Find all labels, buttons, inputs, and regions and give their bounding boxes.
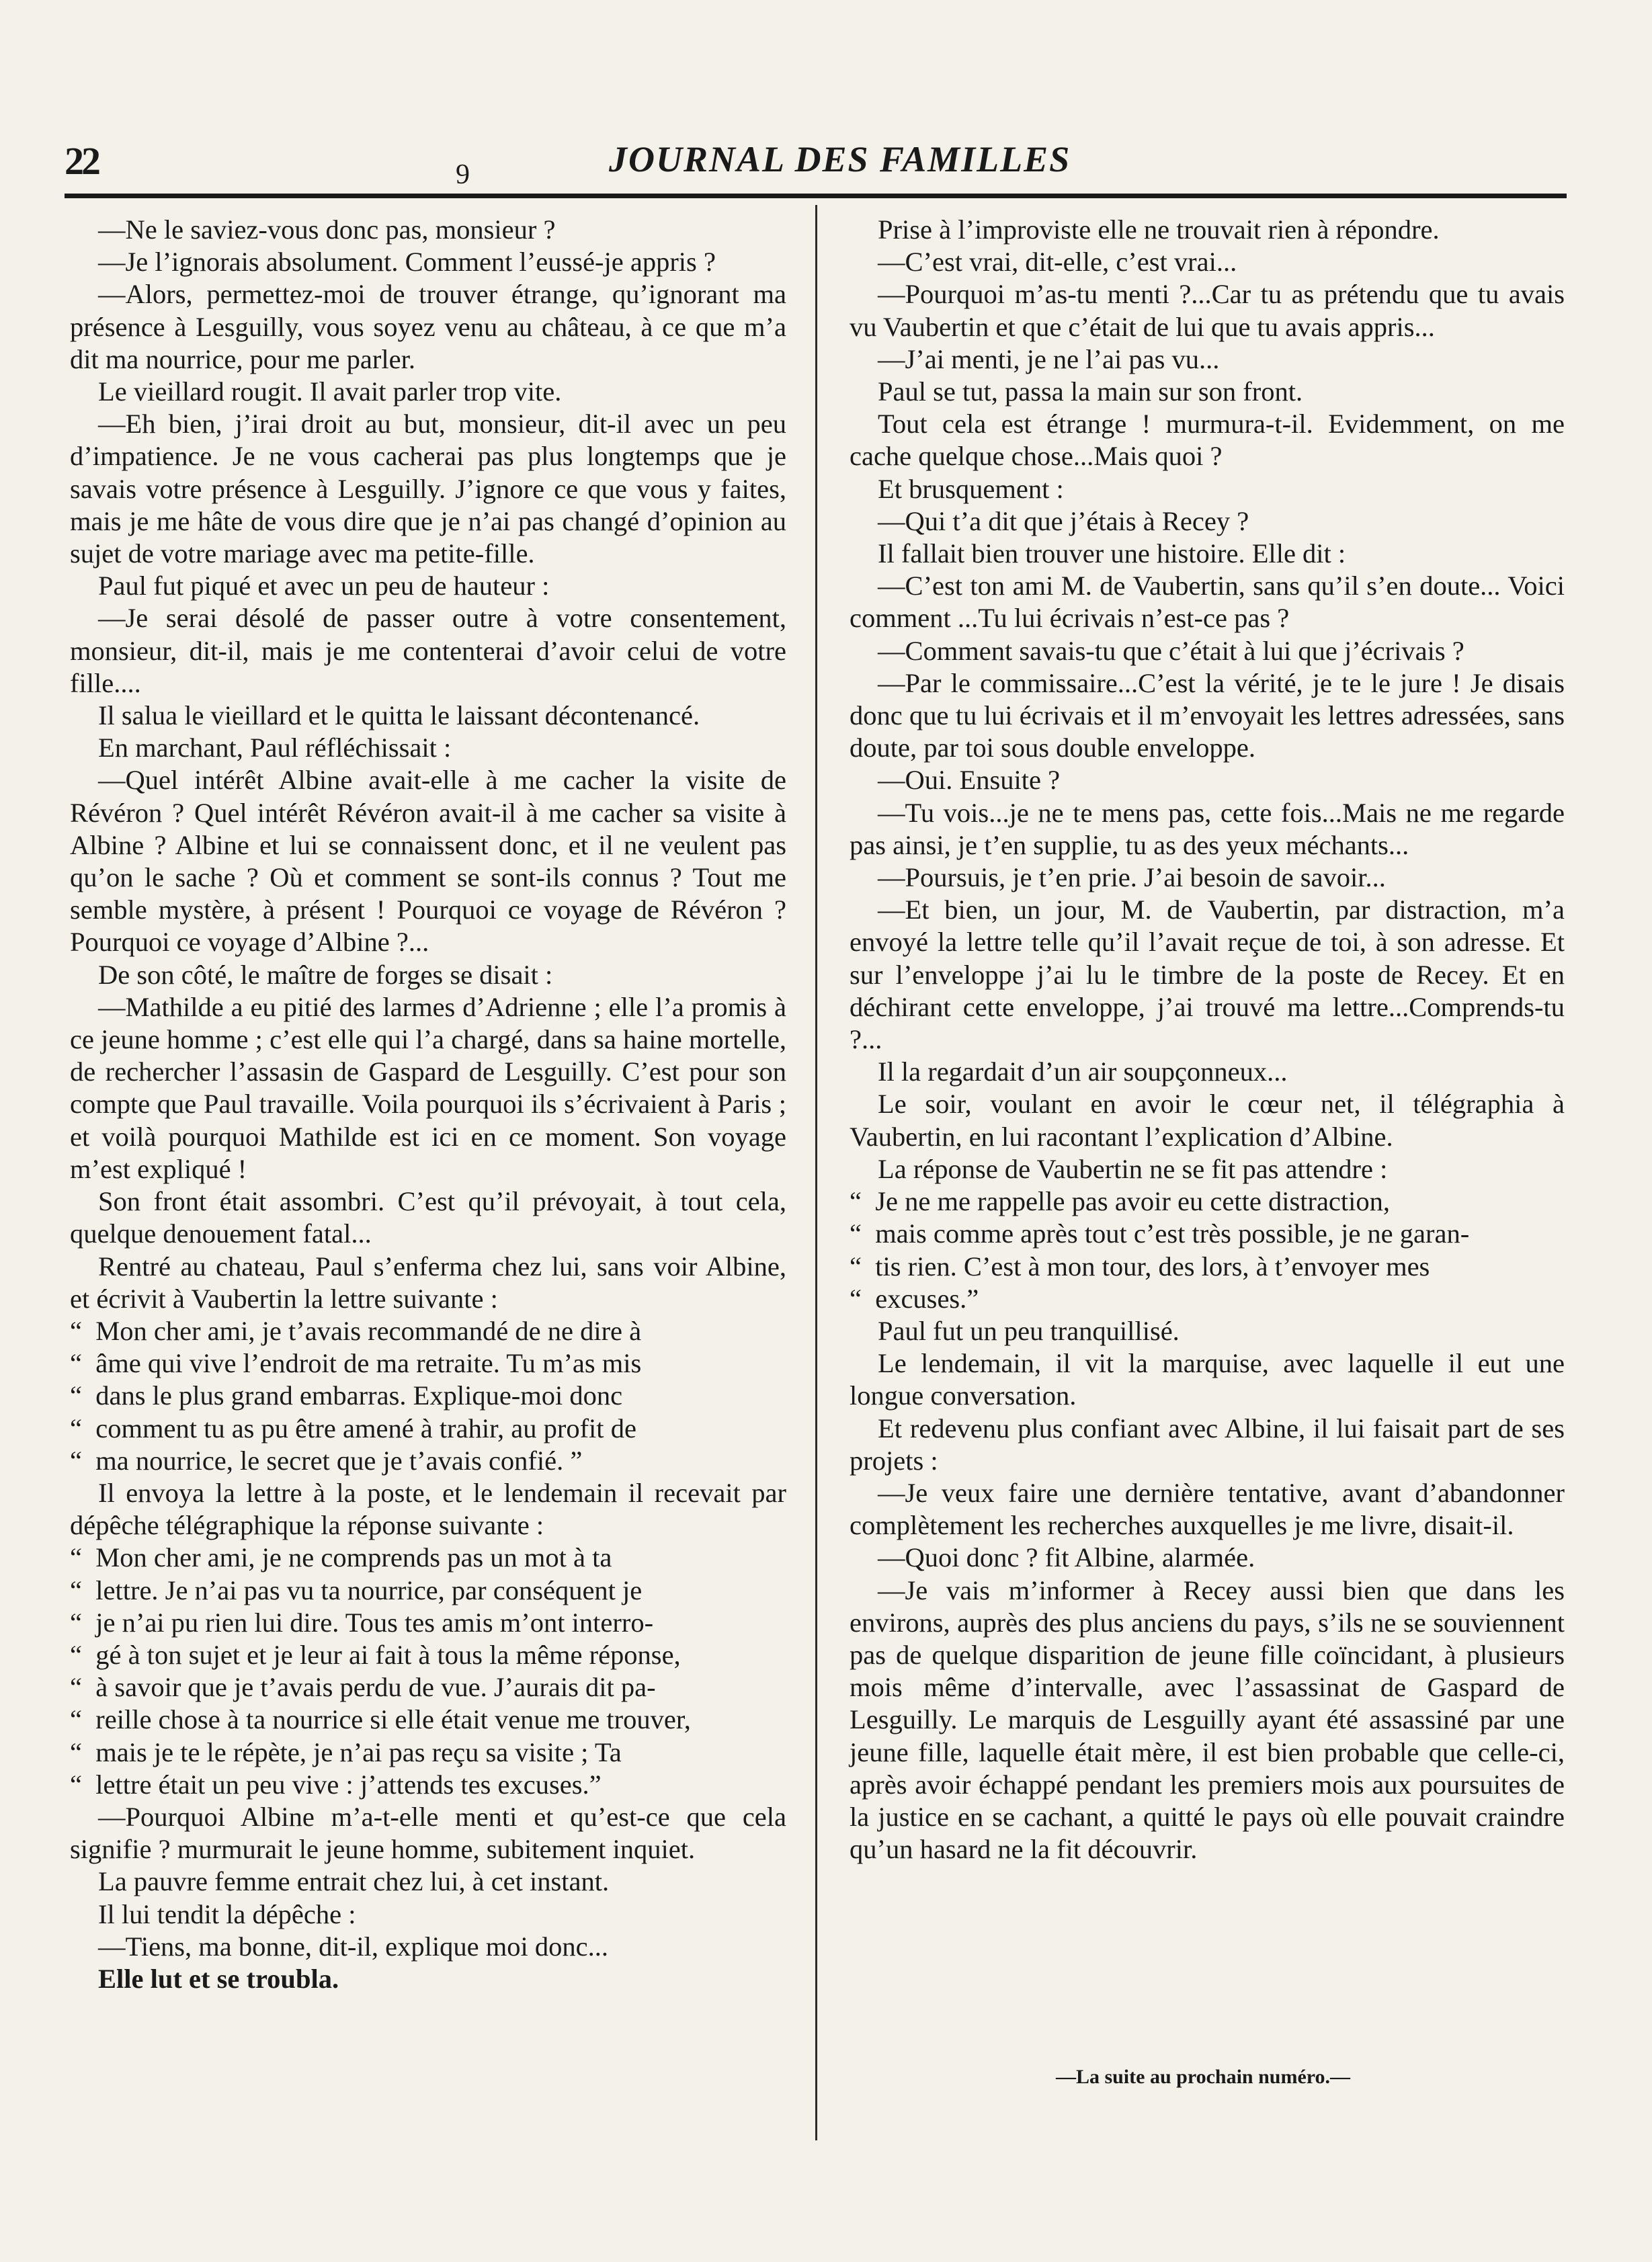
paragraph: —Quoi donc ? fit Albine, alarmée. xyxy=(878,1542,1255,1573)
quote-line: “ lettre. Je n’ai pas vu ta nourrice, par conséquent je xyxy=(70,1575,786,1607)
paragraph: —Je vais m’informer à Recey aussi bien que dans les environs, auprès des plus anciens du pays, s’ils ne se souviennent pas de quelque disparition de jeune fille coïncidant, à plusieurs mois même d’intervalle, avec l’assassinat de Gaspard de Lesguilly. Le marquis de Lesguilly ayant été assassiné par une jeune fille, laquelle était mère, il est bien probable que celle-ci, après avoir échappé pendant les premiers mois aux poursuites de la justice en se cachant, a quitté le pays où elle pouvait craindre qu’un hasard ne la fit découvrir. xyxy=(850,1575,1565,1865)
paragraph: —Alors, permettez-moi de trouver étrange, qu’ignorant ma présence à Lesguilly, vous soyez venu au château, à ce que m’a dit ma nourrice, pour me parler. xyxy=(70,279,786,374)
paragraph: Le soir, voulant en avoir le cœur net, il télégraphia à Vaubertin, en lui racontant l’explication d’Albine. xyxy=(850,1089,1565,1152)
quote-line: “ Mon cher ami, je ne comprends pas un mot à ta xyxy=(70,1542,786,1574)
paragraph: En marchant, Paul réfléchissait : xyxy=(98,732,452,763)
page-header xyxy=(65,134,1563,188)
paragraph: —Je serai désolé de passer outre à votre consentement, monsieur, dit-il, mais je me contenterai d’avoir celui de votre fille.... xyxy=(70,603,786,698)
right-column xyxy=(850,214,1565,1866)
paragraph: —Comment savais-tu que c’était à lui que j’écrivais ? xyxy=(878,635,1464,666)
paragraph: Et brusquement : xyxy=(878,473,1064,504)
reply-quote xyxy=(850,1185,1565,1315)
continued-note: —La suite au prochain numéro.— xyxy=(1055,2066,1351,2088)
paragraph: —Eh bien, j’irai droit au but, monsieur, dit-il avec un peu d’impatience. Je ne vous cacherai pas plus longtemps que je savais votre présence à Lesguilly. J’ignore ce que vous y faites, mais je me hâte de vous dire que je n’ai pas changé d’opinion au sujet de votre mariage avec ma petite-fille. xyxy=(70,409,786,569)
paragraph: Il fallait bien trouver une histoire. Elle dit : xyxy=(878,538,1346,569)
paragraph: Elle lut et se troubla. xyxy=(98,1963,339,1994)
quote-line: “ tis rien. C’est à mon tour, des lors, à t’envoyer mes xyxy=(850,1251,1565,1283)
paragraph: Il envoya la lettre à la poste, et le lendemain il recevait par dépêche télégraphique la réponse suivante : xyxy=(70,1477,786,1541)
paragraph: —Quel intérêt Albine avait-elle à me cacher la visite de Révéron ? Quel intérêt Révéron avait-il à me cacher sa visite à Albine ? Albine et lui se connaissent donc, et il ne veulent pas qu’on le sache ? Où et comment se sont-ils connus ? Tout me semble mystère, à présent ! Pourquoi ce voyage de Révéron ? Pourquoi ce voyage d’Albine ?... xyxy=(70,765,786,958)
paragraph: Son front était assombri. C’est qu’il prévoyait, à tout cela, quelque denouement fatal... xyxy=(70,1186,786,1249)
quote-line: “ Mon cher ami, je t’avais recommandé de ne dire à xyxy=(70,1315,786,1347)
paragraph: —Je veux faire une dernière tentative, avant d’abandonner complètement les recherches auxquelles je me livre, disait-il. xyxy=(850,1477,1565,1541)
paragraph: —Tu vois...je ne te mens pas, cette fois...Mais ne me regarde pas ainsi, je t’en supplie, tu as des yeux méchants... xyxy=(850,797,1565,860)
quote-line: “ lettre était un peu vive : j’attends tes excuses.” xyxy=(70,1769,786,1801)
paragraph: —Par le commissaire...C’est la vérité, je te le jure ! Je disais donc que tu lui écrivais et il m’envoyait les lettres adressées, sans doute, par toi sous double enveloppe. xyxy=(850,667,1565,763)
journal-title: JOURNAL DES FAMILLES xyxy=(609,139,1071,179)
quote-line: “ Je ne me rappelle pas avoir eu cette distraction, xyxy=(850,1185,1565,1218)
quote-line: “ à savoir que je t’avais perdu de vue. J’aurais dit pa- xyxy=(70,1671,786,1704)
paragraph: La pauvre femme entrait chez lui, à cet instant. xyxy=(98,1866,610,1897)
paragraph: Paul fut piqué et avec un peu de hauteur : xyxy=(98,571,550,601)
quote-line: “ comment tu as pu être amené à trahir, au profit de xyxy=(70,1413,786,1445)
paragraph: Il lui tendit la dépêche : xyxy=(98,1898,356,1929)
paragraph: —Poursuis, je t’en prie. J’ai besoin de savoir... xyxy=(878,862,1386,893)
paragraph: —Pourquoi Albine m’a-t-elle menti et qu’est-ce que cela signifie ? murmurait le jeune homme, subitement inquiet. xyxy=(70,1801,786,1865)
paragraph: —Tiens, ma bonne, dit-il, explique moi donc... xyxy=(98,1931,608,1962)
paragraph: —Oui. Ensuite ? xyxy=(878,765,1061,796)
paragraph: —Ne le saviez-vous donc pas, monsieur ? xyxy=(98,214,556,245)
paragraph: De son côté, le maître de forges se disait : xyxy=(98,959,553,990)
telegram-quote xyxy=(70,1542,786,1801)
paragraph: —Qui t’a dit que j’étais à Recey ? xyxy=(878,505,1249,536)
left-column xyxy=(70,214,786,1995)
paragraph: Tout cela est étrange ! murmura-t-il. Evidemment, on me cache quelque chose...Mais quoi ? xyxy=(850,409,1565,472)
paragraph: —Pourquoi m’as-tu menti ?...Car tu as prétendu que tu avais vu Vaubertin et que c’était de lui que tu avais appris... xyxy=(850,279,1565,342)
paragraph: Il la regardait d’un air soupçonneux... xyxy=(878,1056,1288,1087)
paragraph: Paul se tut, passa la main sur son front. xyxy=(878,376,1303,407)
page-number: 22 xyxy=(65,139,98,183)
quote-line: “ je n’ai pu rien lui dire. Tous tes amis m’ont interro- xyxy=(70,1607,786,1639)
paragraph: —C’est ton ami M. de Vaubertin, sans qu’il s’en doute... Voici comment ...Tu lui écrivais n’est-ce pas ? xyxy=(850,571,1565,634)
paragraph: —Et bien, un jour, M. de Vaubertin, par distraction, m’a envoyé la lettre telle qu’il l’avait reçue de toi, à son adresse. Et sur l’enveloppe j’ai lu le timbre de la poste de Recey. Et en déchirant cette enveloppe, j’ai trouvé ma lettre...Comprends-tu ?... xyxy=(850,894,1565,1055)
paragraph: Paul fut un peu tranquillisé. xyxy=(878,1315,1180,1346)
paragraph: Le vieillard rougit. Il avait parler trop vite. xyxy=(98,376,562,407)
quote-line: “ gé à ton sujet et je leur ai fait à tous la même réponse, xyxy=(70,1639,786,1671)
paragraph: —J’ai menti, je ne l’ai pas vu... xyxy=(878,343,1220,374)
quote-line: “ mais je te le répète, je n’ai pas reçu sa visite ; Ta xyxy=(70,1736,786,1769)
paragraph: —Mathilde a eu pitié des larmes d’Adrienne ; elle l’a promis à ce jeune homme ; c’est elle qui l’a chargé, dans sa haine mortelle, de rechercher l’assasin de Gaspard de Lesguilly. C’est pour son compte que Paul travaille. Voila pourquoi ils s’écrivaient à Paris ; et voilà pourquoi Mathilde est ici en ce moment. Son voyage m’est expliqué ! xyxy=(70,991,786,1184)
paragraph: Le lendemain, il vit la marquise, avec laquelle il eut une longue conversation. xyxy=(850,1348,1565,1411)
paragraph: Il salua le vieillard et le quitta le laissant décontenancé. xyxy=(98,700,700,731)
folio-number: 9 xyxy=(456,159,470,190)
quote-line: “ reille chose à ta nourrice si elle était venue me trouver, xyxy=(70,1704,786,1736)
paragraph: Et redevenu plus confiant avec Albine, il lui faisait part de ses projets : xyxy=(850,1413,1565,1476)
paragraph: —Je l’ignorais absolument. Comment l’eussé-je appris ? xyxy=(98,247,716,278)
paragraph: —C’est vrai, dit-elle, c’est vrai... xyxy=(878,247,1237,278)
column-divider xyxy=(815,205,817,2140)
paragraph: Rentré au chateau, Paul s’enferma chez lui, sans voir Albine, et écrivit à Vaubertin la lettre suivante : xyxy=(70,1251,786,1314)
letter-quote xyxy=(70,1315,786,1477)
paragraph: La réponse de Vaubertin ne se fit pas attendre : xyxy=(878,1153,1388,1184)
quote-line: “ ma nourrice, le secret que je t’avais confié. ” xyxy=(70,1445,786,1477)
quote-line: “ âme qui vive l’endroit de ma retraite. Tu m’as mis xyxy=(70,1347,786,1380)
quote-line: “ excuses.” xyxy=(850,1283,1565,1315)
header-rule xyxy=(65,194,1567,198)
quote-line: “ mais comme après tout c’est très possible, je ne garan- xyxy=(850,1218,1565,1250)
paragraph: Prise à l’improviste elle ne trouvait rien à répondre. xyxy=(878,214,1440,245)
quote-line: “ dans le plus grand embarras. Explique-moi donc xyxy=(70,1380,786,1412)
